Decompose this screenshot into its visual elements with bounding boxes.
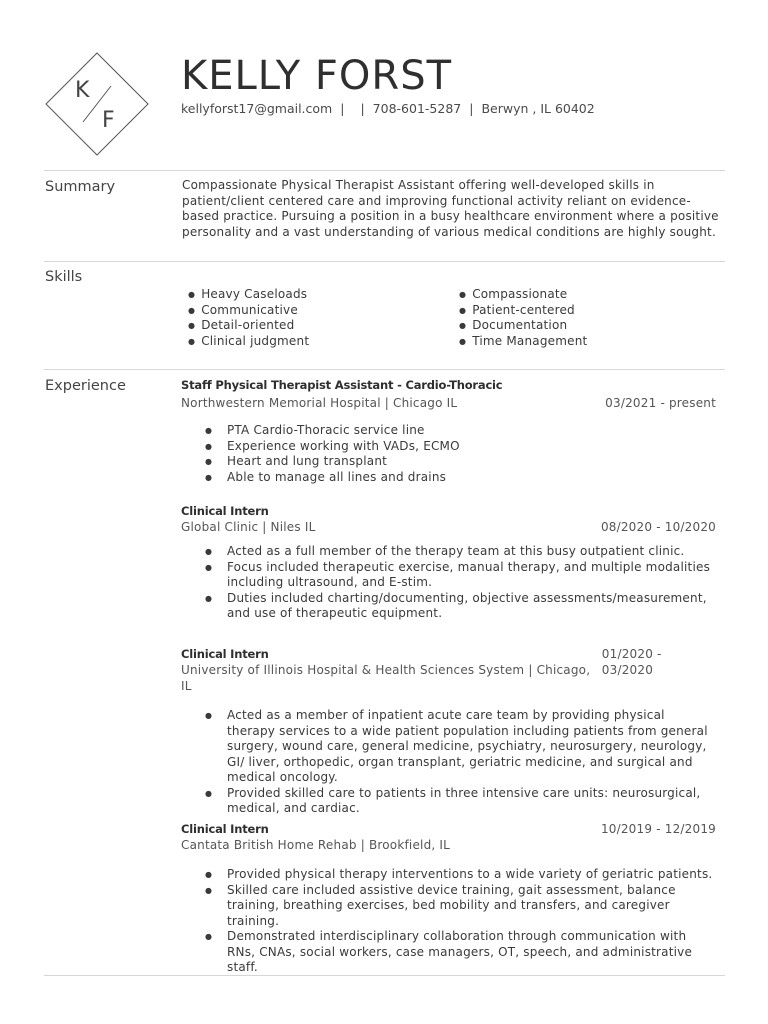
summary-heading: Summary bbox=[45, 179, 116, 195]
skill-item: ● Patient-centered bbox=[459, 303, 587, 319]
job-bullet: ● Focus included therapeutic exercise, manual therapy, and multiple modalities including ultrasound, and E-stim. bbox=[205, 560, 716, 591]
job-dates: 10/2019 - 12/2019 bbox=[600, 822, 716, 836]
skill-item: ● Time Management bbox=[459, 334, 587, 350]
job-bullet: ● Heart and lung transplant bbox=[205, 454, 716, 470]
experience-heading: Experience bbox=[45, 378, 126, 394]
job-dates: 03/2021 - present bbox=[605, 396, 716, 410]
skills-list-left bbox=[188, 287, 309, 349]
job-bullet: ● Acted as a full member of the therapy team at this busy outpatient clinic. bbox=[205, 544, 716, 560]
skills-heading: Skills bbox=[45, 269, 83, 285]
job-title: Clinical Intern bbox=[181, 647, 269, 661]
job-bullet: ● Provided physical therapy interventions to a wide variety of geriatric patients. bbox=[205, 867, 716, 883]
location-text: Berwyn , IL 60402 bbox=[481, 101, 595, 116]
divider bbox=[44, 369, 725, 370]
job-title: Staff Physical Therapist Assistant - Cardio-Thoracic bbox=[181, 378, 503, 392]
summary-text: Compassionate Physical Therapist Assistant offering well-developed skills in patient/client centered care and improving functional activity reliant on evidence-based practice. Pursuing a position in a busy healthcare environment where a positive personality and a vast understanding of various medical conditions are highly sought. bbox=[182, 178, 719, 239]
job-organization: Global Clinic | Niles IL bbox=[181, 520, 316, 534]
job-entry bbox=[181, 377, 716, 485]
job-bullet: ● Experience working with VADs, ECMO bbox=[205, 439, 716, 455]
job-organization: University of Illinois Hospital & Health Sciences System | Chicago, IL bbox=[181, 663, 591, 693]
skill-item: ● Clinical judgment bbox=[188, 334, 309, 350]
job-entry bbox=[181, 646, 716, 817]
divider bbox=[44, 975, 725, 976]
email-text: kellyforst17@gmail.com bbox=[181, 101, 333, 116]
divider bbox=[44, 261, 725, 262]
monogram-letter-k: K bbox=[75, 78, 90, 103]
monogram-logo bbox=[45, 52, 149, 156]
skills-list-right bbox=[459, 287, 587, 349]
job-title: Clinical Intern bbox=[181, 504, 269, 518]
job-dates: 08/2020 - 10/2020 bbox=[600, 520, 716, 534]
candidate-name: KELLY FORST bbox=[181, 53, 453, 99]
skill-item: ● Communicative bbox=[188, 303, 309, 319]
divider bbox=[44, 170, 725, 171]
job-bullet: ● Acted as a member of inpatient acute care team by providing physical therapy services to a wide patient population including patients from general surgery, wound care, general medicine, psychiatry, neurosurgery, neurology, GI/ liver, orthopedic, organ transplant, geriatric medicine, and surgical and medical oncology. bbox=[205, 708, 716, 786]
job-organization: Cantata British Home Rehab | Brookfield, IL bbox=[181, 838, 451, 852]
job-bullet: ● Provided skilled care to patients in three intensive care units: neurosurgical, medical, and cardiac. bbox=[205, 786, 716, 817]
job-bullet: ● PTA Cardio-Thoracic service line bbox=[205, 423, 716, 439]
skill-item: ● Detail-oriented bbox=[188, 318, 309, 334]
job-bullet: ● Able to manage all lines and drains bbox=[205, 470, 716, 486]
skill-item: ● Heavy Caseloads bbox=[188, 287, 309, 303]
job-bullet: ● Duties included charting/documenting, objective assessments/measurement, and use of therapeutic equipment. bbox=[205, 591, 716, 622]
job-organization: Northwestern Memorial Hospital | Chicago IL bbox=[181, 396, 458, 410]
job-entry bbox=[181, 821, 716, 976]
monogram-letter-f: F bbox=[102, 108, 115, 133]
phone-text: 708-601-5287 bbox=[372, 101, 462, 116]
skill-item: ● Documentation bbox=[459, 318, 587, 334]
job-entry bbox=[181, 503, 716, 622]
contact-line: kellyforst17@gmail.com | | 708-601-5287 | Berwyn , IL 60402 bbox=[181, 101, 595, 116]
job-bullet: ● Demonstrated interdisciplinary collaboration through communication with RNs, CNAs, social workers, case managers, OT, speech, and administrative staff. bbox=[205, 929, 716, 976]
job-title: Clinical Intern bbox=[181, 822, 269, 836]
skill-item: ● Compassionate bbox=[459, 287, 587, 303]
job-dates: 01/2020 - 03/2020 bbox=[601, 647, 662, 677]
job-bullet: ● Skilled care included assistive device training, gait assessment, balance training, breathing exercises, bed mobility and transfers, and caregiver training. bbox=[205, 883, 716, 930]
